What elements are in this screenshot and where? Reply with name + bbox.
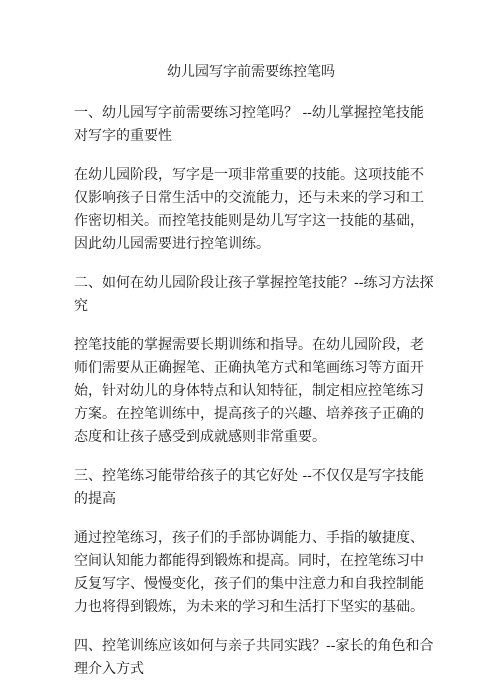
section-paragraph: 控笔技能的掌握需要长期训练和指导。在幼儿园阶段，老师们需要从正确握笔、正确执笔方式和笔画练习等方面开始，针对幼儿的身体特点和认知特征，制定相应控笔练习方案。在控笔训练中，提高孩子的兴趣、培养孩子正确的态度和让孩子感受到成就感则非常重要。 [74, 337, 424, 445]
section-2 [74, 272, 434, 449]
section-paragraph: 通过控笔练习，孩子们的手部协调能力、手指的敏捷度、空间认知能力都能得到锻炼和提高。同时，在控笔练习中反复写字、慢慢变化，孩子们的集中注意力和自我控制能力也将得到锻炼，为未来的学习和生活打下坚实的基础。 [74, 530, 424, 615]
section-heading: 四、控笔训练应该如何与亲子共同实践？--家长的角色和合理介入方式 [74, 638, 434, 677]
section-paragraph: 在幼儿园阶段，写字是一项非常重要的技能。这项技能不仅影响孩子日常生活中的交流能力，还与未来的学习和工作密切相关。而控笔技能则是幼儿写字这一技能的基础，因此幼儿园需要进行控笔训练。 [74, 167, 424, 252]
section-heading: 一、幼儿园写字前需要练习控笔吗？ --幼儿掌握控笔技能对写字的重要性 [74, 105, 424, 144]
section-heading: 二、如何在幼儿园阶段让孩子掌握控笔技能？--练习方法探究 [74, 275, 434, 314]
section-3 [74, 465, 434, 619]
section-heading: 三、控笔练习能带给孩子的其它好处 --不仅仅是写字技能的提高 [74, 468, 424, 507]
section-1 [74, 102, 434, 256]
document-body [74, 102, 434, 697]
section-4 [74, 635, 434, 681]
document-title: 幼儿园写字前需要练控笔吗 [167, 64, 335, 80]
